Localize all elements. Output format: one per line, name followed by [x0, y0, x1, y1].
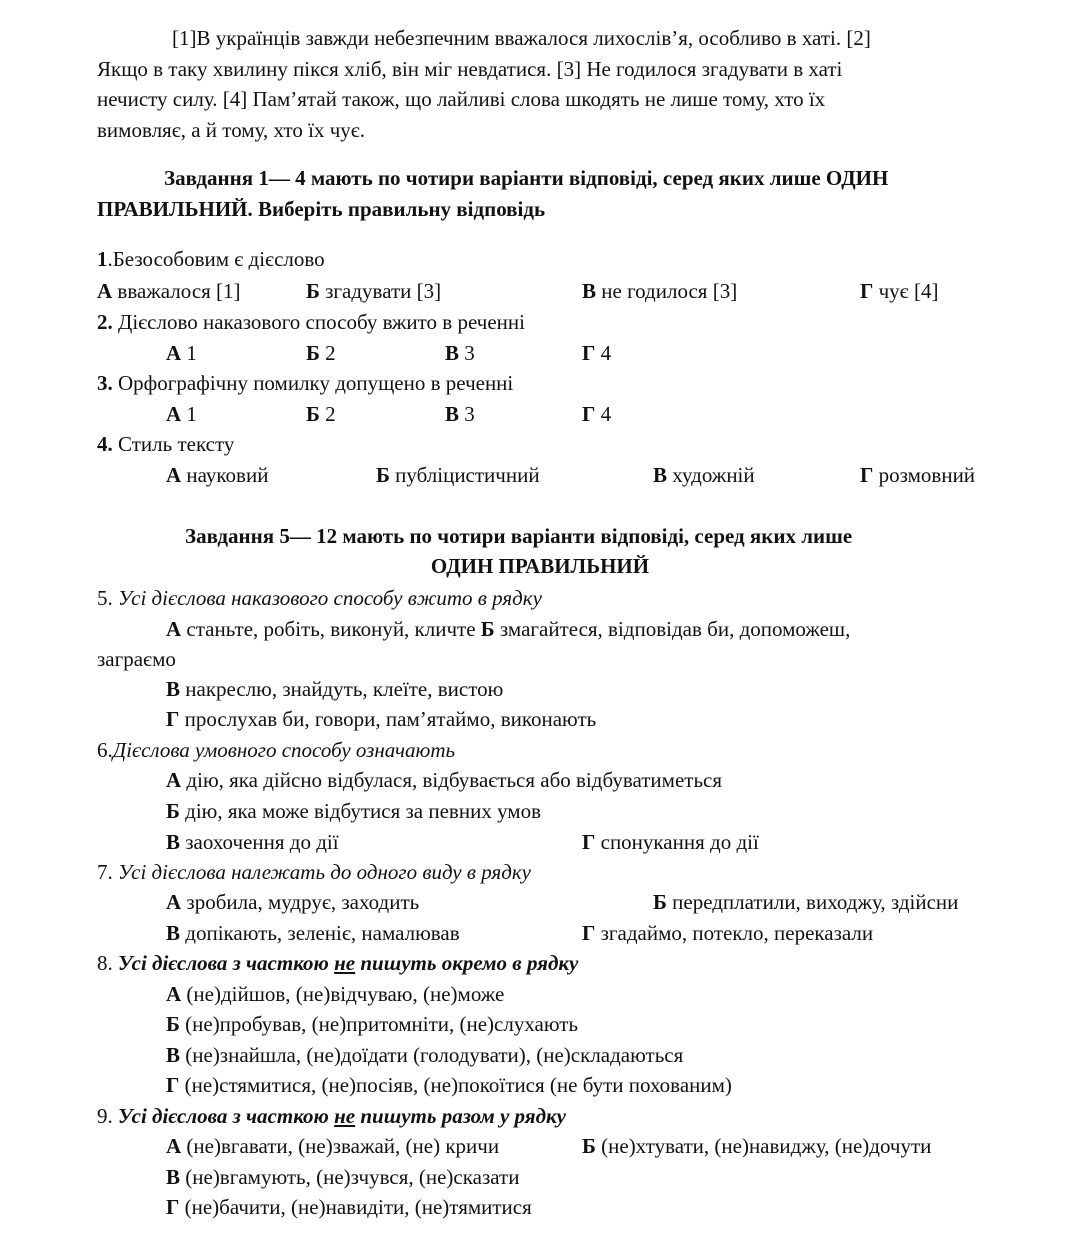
question-6-number: 6.	[97, 738, 113, 762]
q4-option-a-letter: А	[166, 463, 182, 487]
q1-option-d-text: чує [4]	[873, 279, 939, 303]
question-1-number: 1	[97, 247, 108, 271]
q7-option-b-letter: Б	[653, 890, 667, 914]
q2-option-a-letter: А	[166, 341, 182, 365]
q6-option-c-text: заохочення до дії	[180, 830, 339, 854]
q5-option-b-text[interactable]: змагайтеся, відповідав би, допоможеш,	[494, 617, 851, 641]
section1-heading-line-1: Завдання 1— 4 мають по чотири варіанти відповіді, серед яких лише ОДИН	[164, 166, 889, 190]
q7-option-a-letter: А	[166, 890, 182, 914]
q5-option-d-text: прослухав би, говори, пам’ятаймо, виконають	[179, 707, 597, 731]
q9-option-c[interactable]	[166, 1164, 519, 1190]
q1-option-a[interactable]	[97, 278, 241, 304]
q6-option-a[interactable]	[166, 767, 722, 793]
q3-option-c-letter: В	[445, 402, 460, 426]
question-9	[97, 1103, 566, 1129]
q4-option-b[interactable]	[376, 462, 540, 488]
q6-option-b[interactable]	[166, 798, 541, 824]
question-5-number: 5.	[97, 586, 113, 610]
q8-option-d-letter: Г	[166, 1073, 180, 1097]
question-3-text: Орфографічну помилку допущено в реченні	[112, 371, 514, 395]
passage-line-1: [1]В українців завжди небезпечним вважалося лихослів’я, особливо в хаті. [2]	[172, 26, 871, 50]
q8-option-d-text: (не)стямитися, (не)посіяв, (не)покоїтися (не бути похованим)	[179, 1073, 732, 1097]
question-8-number: 8.	[97, 951, 113, 975]
question-2	[97, 309, 525, 335]
question-5	[97, 585, 542, 611]
q3-option-a-text: 1	[181, 402, 197, 426]
q5-option-c-text: накреслю, знайдуть, клеїте, вистою	[180, 677, 504, 701]
q4-option-c-letter: В	[653, 463, 668, 487]
q7-option-b[interactable]	[653, 889, 958, 915]
q2-option-d[interactable]	[582, 340, 611, 366]
question-8-text-post: пишуть окремо в рядку	[355, 951, 579, 975]
q6-option-c-letter: В	[166, 830, 181, 854]
q9-option-b-letter: Б	[582, 1134, 596, 1158]
q6-option-a-text: дію, яка дійсно відбулася, відбувається або відбуватиметься	[181, 768, 723, 792]
passage-line-4: вимовляє, а й тому, хто їх чує.	[97, 118, 366, 142]
q6-option-a-letter: А	[166, 768, 182, 792]
q1-option-c-letter: В	[582, 279, 597, 303]
q1-option-d[interactable]	[860, 278, 938, 304]
q8-option-c[interactable]	[166, 1042, 683, 1068]
question-1	[97, 246, 325, 272]
q4-option-c-text: художній	[667, 463, 755, 487]
q2-option-d-text: 4	[595, 341, 612, 365]
q3-option-a-letter: А	[166, 402, 182, 426]
q5-options-ab	[166, 616, 850, 642]
q8-option-b[interactable]	[166, 1011, 578, 1037]
q7-option-d-text: згадаймо, потекло, переказали	[595, 921, 874, 945]
q7-option-c-letter: В	[166, 921, 181, 945]
question-7-number: 7.	[97, 860, 113, 884]
q1-option-c[interactable]	[582, 278, 737, 304]
q2-option-d-letter: Г	[582, 341, 596, 365]
q8-option-c-text: (не)знайшла, (не)доїдати (голодувати), (не)складаються	[180, 1043, 684, 1067]
q7-option-a[interactable]	[166, 889, 419, 915]
q9-option-c-letter: В	[166, 1165, 181, 1189]
q7-option-c-text: допікають, зеленіє, намалював	[180, 921, 460, 945]
q4-option-d-letter: Г	[860, 463, 874, 487]
section2-heading-line-2: ОДИН ПРАВИЛЬНИЙ	[430, 554, 650, 578]
q1-option-d-letter: Г	[860, 279, 874, 303]
q1-option-b-text: згадувати [3]	[319, 279, 442, 303]
q4-option-a-text: науковий	[181, 463, 269, 487]
q3-option-a[interactable]	[166, 401, 197, 427]
q9-option-d-letter: Г	[166, 1195, 180, 1219]
q9-option-b[interactable]	[582, 1133, 931, 1159]
passage-line-3: нечисту силу. [4] Пам’ятай також, що лайливі слова шкодять не лише тому, хто їх	[97, 87, 826, 111]
q6-option-b-letter: Б	[166, 799, 180, 823]
q5-option-c-letter: В	[166, 677, 181, 701]
q8-option-d[interactable]	[166, 1072, 732, 1098]
q6-option-d-letter: Г	[582, 830, 596, 854]
q7-option-a-text: зробила, мудрує, заходить	[181, 890, 420, 914]
q8-option-a[interactable]	[166, 981, 504, 1007]
question-6	[97, 737, 455, 763]
q3-option-d-letter: Г	[582, 402, 596, 426]
question-7	[97, 859, 531, 885]
q4-option-b-letter: Б	[376, 463, 390, 487]
q9-option-d-text: (не)бачити, (не)навидіти, (не)тямитися	[179, 1195, 532, 1219]
q6-option-b-text: дію, яка може відбутися за певних умов	[179, 799, 541, 823]
q7-option-c[interactable]	[166, 920, 460, 946]
question-9-text-post: пишуть разом у рядку	[355, 1104, 566, 1128]
q6-option-c[interactable]	[166, 829, 339, 855]
question-5-text: Усі дієслова наказового способу вжито в рядку	[112, 586, 542, 610]
q1-option-b-letter: Б	[306, 279, 320, 303]
q8-option-b-text: (не)пробував, (не)притомніти, (не)слухають	[179, 1012, 579, 1036]
question-1-text: .Безособовим є дієслово	[107, 247, 325, 271]
q2-option-b-text: 2	[319, 341, 336, 365]
question-9-text-ne: не	[334, 1104, 356, 1128]
q8-option-a-text: (не)дійшов, (не)відчуваю, (не)може	[181, 982, 505, 1006]
q2-option-a-text: 1	[181, 341, 197, 365]
question-4-text: Стиль тексту	[112, 432, 235, 456]
q7-option-b-text: передплатили, виходжу, здійсни	[666, 890, 959, 914]
q9-option-a[interactable]	[166, 1133, 499, 1159]
q8-option-a-letter: А	[166, 982, 182, 1006]
question-8-text-pre: Усі дієслова з часткою	[112, 951, 335, 975]
q9-option-a-text: (не)вгавати, (не)зважай, (не) кричи	[181, 1134, 500, 1158]
q6-option-d-text: спонукання до дії	[595, 830, 759, 854]
q3-option-d[interactable]	[582, 401, 611, 427]
section1-heading-line-2: ПРАВИЛЬНИЙ. Виберіть правильну відповідь	[97, 197, 546, 221]
q7-option-d-letter: Г	[582, 921, 596, 945]
q5-option-d-letter: Г	[166, 707, 180, 731]
question-2-text: Дієслово наказового способу вжито в реченні	[112, 310, 525, 334]
q3-option-c-text: 3	[459, 402, 475, 426]
question-8	[97, 950, 578, 976]
q9-option-c-text: (не)вгамують, (не)зчувся, (не)сказати	[180, 1165, 520, 1189]
q8-option-c-letter: В	[166, 1043, 181, 1067]
q3-option-b-letter: Б	[306, 402, 320, 426]
q1-option-b[interactable]	[306, 278, 441, 304]
q5-option-b-letter[interactable]: Б	[480, 617, 495, 641]
question-9-number: 9.	[97, 1104, 113, 1128]
question-3	[97, 370, 513, 396]
question-4-number: 4.	[97, 432, 113, 456]
question-9-text-pre: Усі дієслова з часткою	[112, 1104, 335, 1128]
question-2-number: 2.	[97, 310, 113, 334]
q9-option-d[interactable]	[166, 1194, 532, 1220]
q4-option-c[interactable]	[653, 462, 755, 488]
q9-option-b-text: (не)хтувати, (не)навиджу, (не)дочути	[595, 1134, 932, 1158]
q5-option-a-letter[interactable]: А	[166, 617, 182, 641]
q1-option-a-text: вважалося [1]	[112, 279, 241, 303]
q5-option-d[interactable]	[166, 706, 596, 732]
q3-option-b-text: 2	[319, 402, 336, 426]
q2-option-b[interactable]	[306, 340, 336, 366]
q4-option-a[interactable]	[166, 462, 268, 488]
q5-option-b-continuation[interactable]: заграємо	[97, 647, 176, 671]
q2-option-b-letter: Б	[306, 341, 320, 365]
question-6-text: Дієслова умовного способу означають	[112, 738, 456, 762]
q3-option-c[interactable]	[445, 401, 475, 427]
section2-heading-line-1: Завдання 5— 12 мають по чотири варіанти відповіді, серед яких лише	[185, 524, 853, 548]
q4-option-d-text: розмовний	[873, 463, 976, 487]
q5-option-a-text[interactable]: станьте, робіть, виконуй, кличте	[181, 617, 481, 641]
question-3-number: 3.	[97, 371, 113, 395]
passage-line-2: Якщо в таку хвилину пікся хліб, він міг невдатися. [3] Не годилося згадувати в хаті	[97, 57, 843, 81]
q7-option-d[interactable]	[582, 920, 873, 946]
q2-option-c-text: 3	[459, 341, 475, 365]
question-8-text-ne: не	[334, 951, 356, 975]
question-4	[97, 431, 234, 457]
q8-option-b-letter: Б	[166, 1012, 180, 1036]
q3-option-b[interactable]	[306, 401, 336, 427]
q6-option-d[interactable]	[582, 829, 759, 855]
q2-option-a[interactable]	[166, 340, 197, 366]
q1-option-c-text: не годилося [3]	[596, 279, 738, 303]
q2-option-c[interactable]	[445, 340, 475, 366]
q9-option-a-letter: А	[166, 1134, 182, 1158]
q4-option-b-text: публіцистичний	[389, 463, 540, 487]
q3-option-d-text: 4	[595, 402, 612, 426]
q2-option-c-letter: В	[445, 341, 460, 365]
question-7-text: Усі дієслова належать до одного виду в рядку	[112, 860, 531, 884]
q4-option-d[interactable]	[860, 462, 975, 488]
q5-option-c[interactable]	[166, 676, 503, 702]
q1-option-a-letter: А	[97, 279, 113, 303]
